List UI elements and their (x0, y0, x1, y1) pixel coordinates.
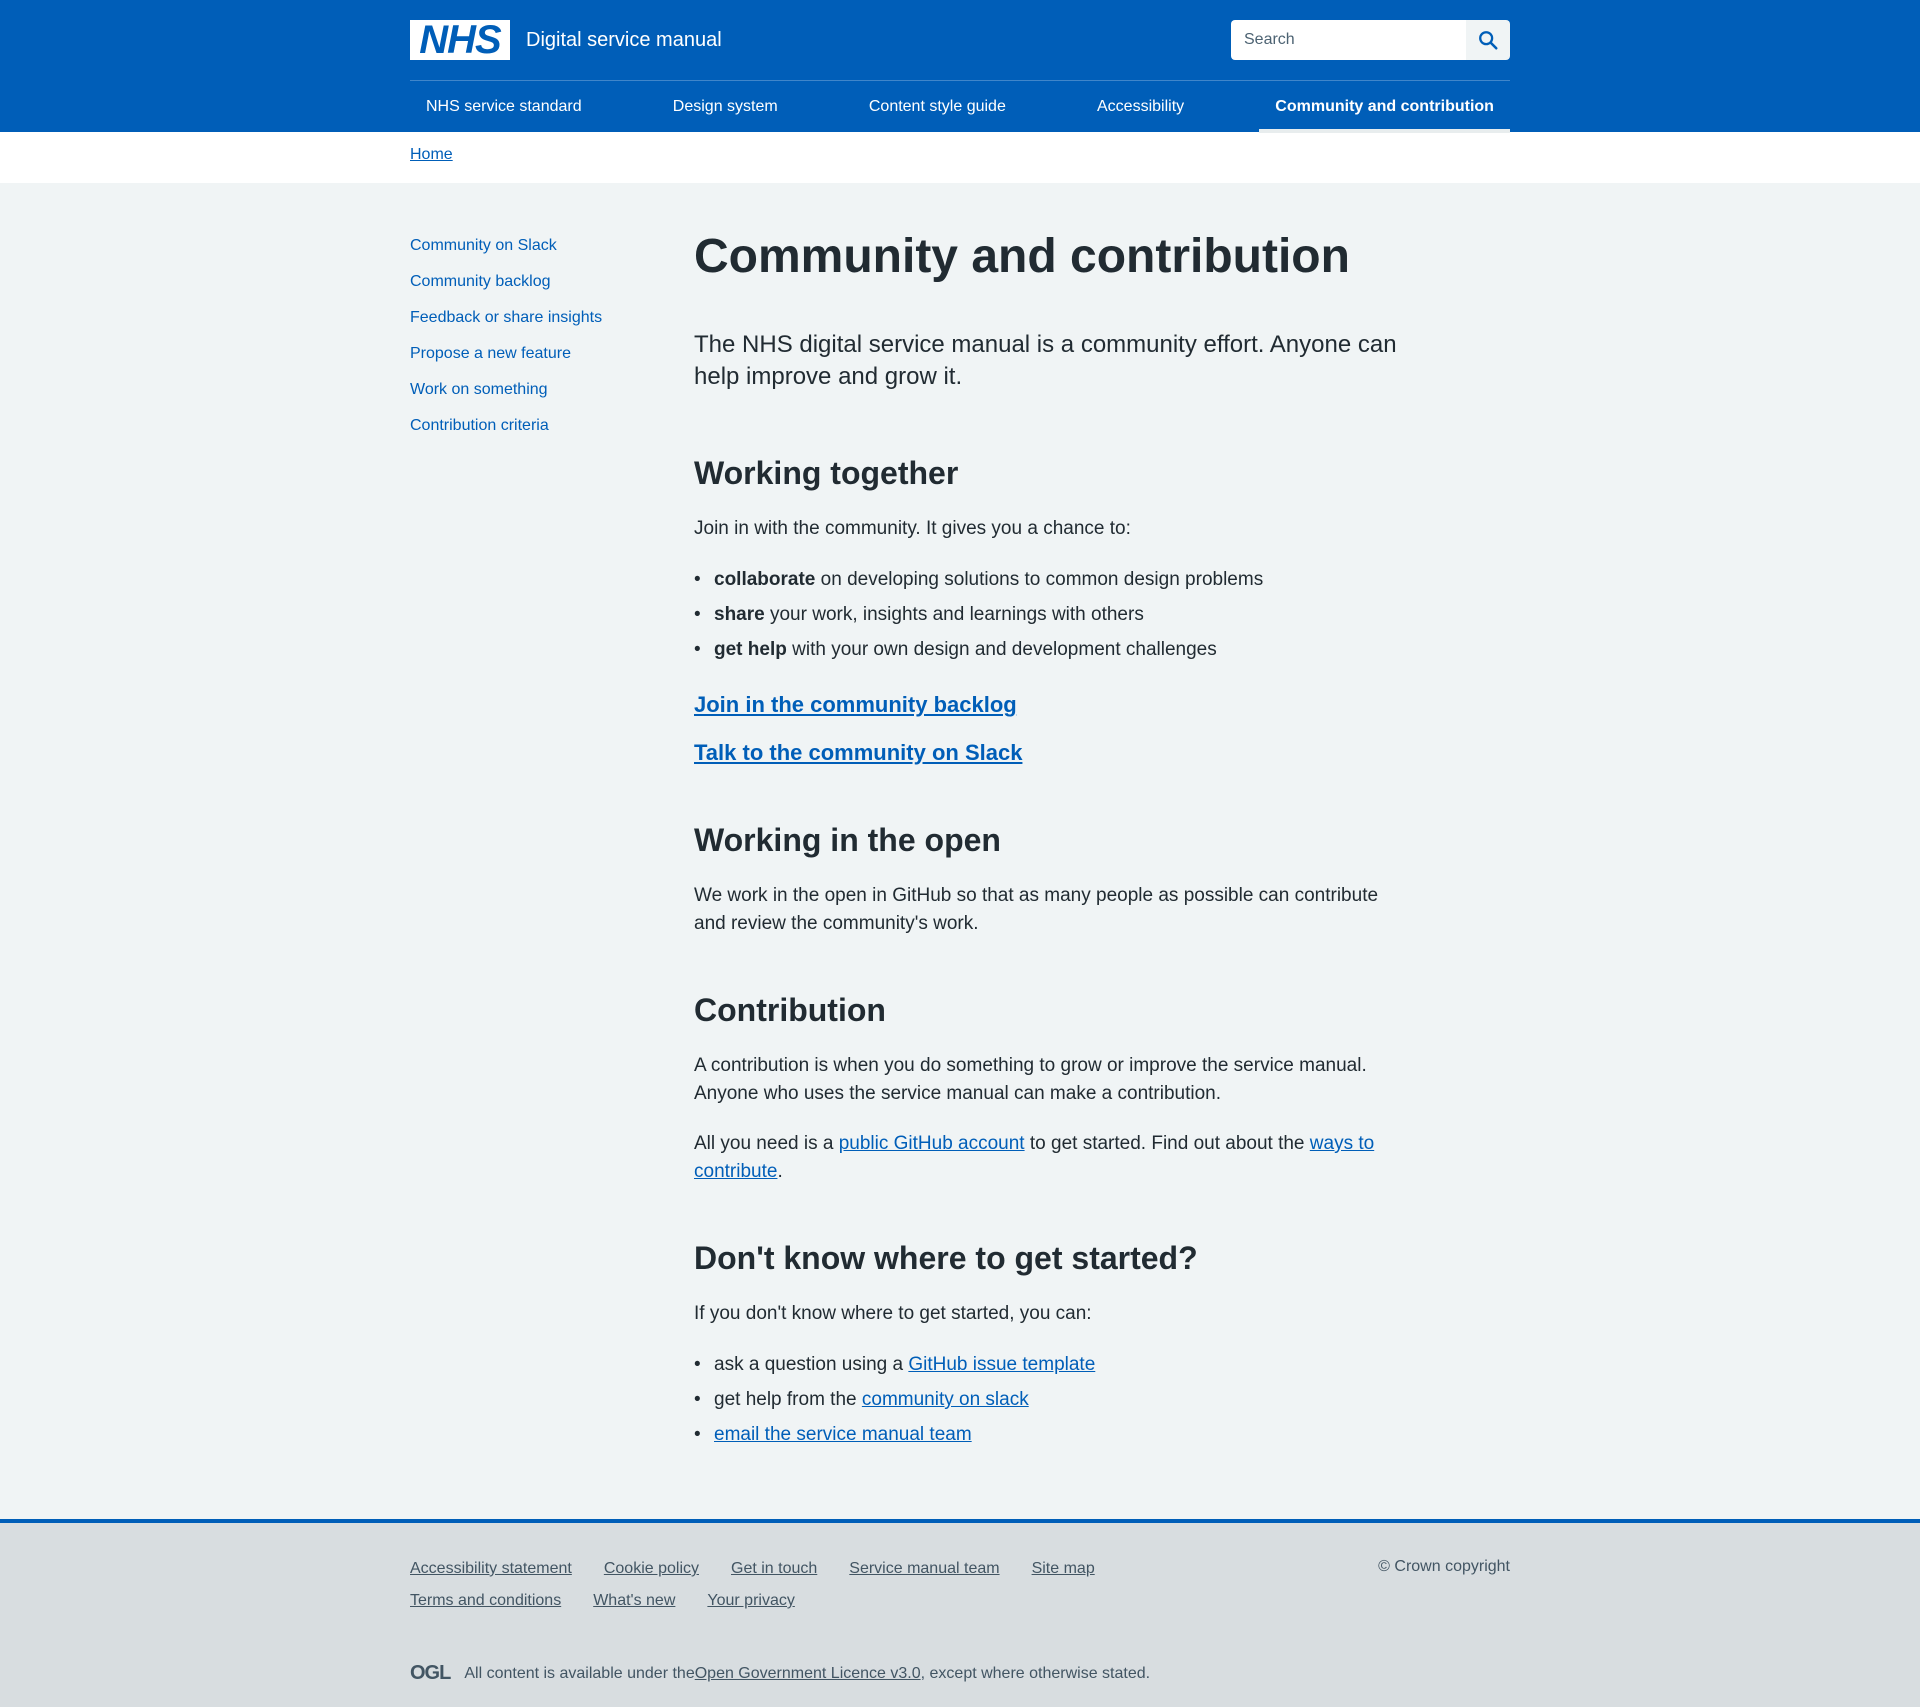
bullet-bold: share (714, 604, 765, 625)
benefits-list (694, 566, 1404, 664)
sidebar-item-community-backlog[interactable]: Community backlog (410, 273, 551, 290)
list-item (694, 1421, 1404, 1449)
community-slack-link[interactable]: community on slack (861, 1389, 1029, 1410)
main-layout (410, 183, 1510, 1456)
bullet-text: ask a question using a (714, 1354, 909, 1375)
github-issue-template-link[interactable]: GitHub issue template (908, 1354, 1096, 1375)
text-segment: to get started. Find out about the (1024, 1133, 1310, 1154)
licence-line (410, 1662, 1510, 1685)
nhs-logo (410, 20, 510, 60)
bullet-bold: get help (714, 639, 787, 660)
lede-text: The NHS digital service manual is a community effort. Anyone can help improve and grow it. (694, 331, 1397, 390)
breadcrumb-home-link[interactable]: Home (410, 146, 453, 163)
search-input[interactable] (1231, 20, 1466, 60)
footer-links (410, 1558, 1170, 1622)
sidebar-item-work-on-something[interactable]: Work on something (410, 381, 548, 398)
sidebar-item-contribution-criteria[interactable]: Contribution criteria (410, 417, 549, 434)
get-started-intro: If you don't know where to get started, you can: (694, 1303, 1092, 1324)
footer-link-terms[interactable]: Terms and conditions (410, 1592, 562, 1609)
text-segment: All you need is a (694, 1133, 839, 1154)
search-button[interactable] (1466, 20, 1510, 60)
primary-navigation (410, 80, 1510, 132)
ogl-licence-link[interactable]: Open Government Licence v3.0 (694, 1664, 921, 1682)
footer-link-service-manual-team[interactable]: Service manual team (849, 1560, 1000, 1577)
site-header (0, 0, 1920, 132)
nhs-logo-text: NHS (419, 18, 501, 62)
footer-link-cookie-policy[interactable]: Cookie policy (603, 1560, 699, 1577)
working-together-heading: Working together (694, 455, 959, 491)
nav-item-design-system[interactable]: Design system (672, 97, 778, 115)
list-item (694, 1351, 1404, 1379)
contribution-getting-started (694, 1130, 1404, 1186)
footer-link-whats-new[interactable]: What's new (593, 1592, 676, 1609)
footer-link-privacy[interactable]: Your privacy (707, 1592, 795, 1609)
list-item (694, 636, 1404, 664)
footer-link-accessibility[interactable]: Accessibility statement (410, 1560, 572, 1577)
copyright-text: © Crown copyright (1378, 1558, 1510, 1575)
bullet-text: your work, insights and learnings with others (764, 604, 1144, 625)
list-item (694, 1386, 1404, 1414)
sidebar-item-propose-feature[interactable]: Propose a new feature (410, 345, 571, 362)
contribution-heading: Contribution (694, 992, 886, 1028)
sidebar-item-feedback[interactable]: Feedback or share insights (410, 309, 603, 326)
breadcrumb (0, 132, 1920, 183)
home-brand-link[interactable] (410, 20, 722, 60)
nav-item-content-style-guide[interactable]: Content style guide (868, 97, 1006, 115)
page-title: Community and contribution (694, 230, 1350, 283)
public-github-account-link[interactable]: public GitHub account (838, 1133, 1025, 1154)
footer-link-get-in-touch[interactable]: Get in touch (731, 1560, 818, 1577)
nav-item-community-contribution[interactable]: Community and contribution (1259, 81, 1510, 133)
bullet-text: with your own design and development challenges (786, 639, 1217, 660)
main-content (694, 230, 1404, 1456)
bullet-text: get help from the (714, 1389, 862, 1410)
site-footer (0, 1519, 1920, 1707)
header-top (410, 0, 1510, 80)
bullet-text: on developing solutions to common design problems (815, 569, 1264, 590)
list-item (694, 566, 1404, 594)
text-segment: . (777, 1161, 783, 1182)
bullet-bold: collaborate (714, 569, 816, 590)
licence-text-before: All content is available under the (464, 1664, 695, 1682)
sidebar-navigation (410, 235, 694, 1456)
sidebar-item-community-slack[interactable]: Community on Slack (410, 237, 557, 254)
contribution-text: A contribution is when you do something to grow or improve the service manual. Anyone who uses the service manual can make a contribution. (694, 1055, 1367, 1104)
get-started-heading: Don't know where to get started? (694, 1240, 1198, 1276)
search-icon (1477, 29, 1499, 51)
working-open-text: We work in the open in GitHub so that as many people as possible can contribute and review the community's work. (694, 885, 1379, 934)
join-backlog-link[interactable]: Join in the community backlog (694, 692, 1017, 717)
email-team-link[interactable]: email the service manual team (714, 1424, 972, 1445)
working-open-heading: Working in the open (694, 822, 1001, 858)
nav-item-service-standard[interactable]: NHS service standard (426, 97, 582, 115)
get-started-list (694, 1351, 1404, 1449)
ogl-logo: OGL (410, 1662, 451, 1684)
search-form (1231, 20, 1510, 60)
talk-slack-link[interactable]: Talk to the community on Slack (694, 740, 1023, 765)
service-name: Digital service manual (526, 28, 722, 51)
working-together-intro: Join in with the community. It gives you a chance to: (694, 518, 1131, 539)
licence-text-after: , except where otherwise stated. (920, 1664, 1151, 1682)
footer-link-site-map[interactable]: Site map (1031, 1560, 1095, 1577)
nav-item-accessibility[interactable]: Accessibility (1097, 97, 1185, 115)
list-item (694, 601, 1404, 629)
ways-to-contribute-link[interactable]: ways to contribute (694, 1133, 1375, 1182)
